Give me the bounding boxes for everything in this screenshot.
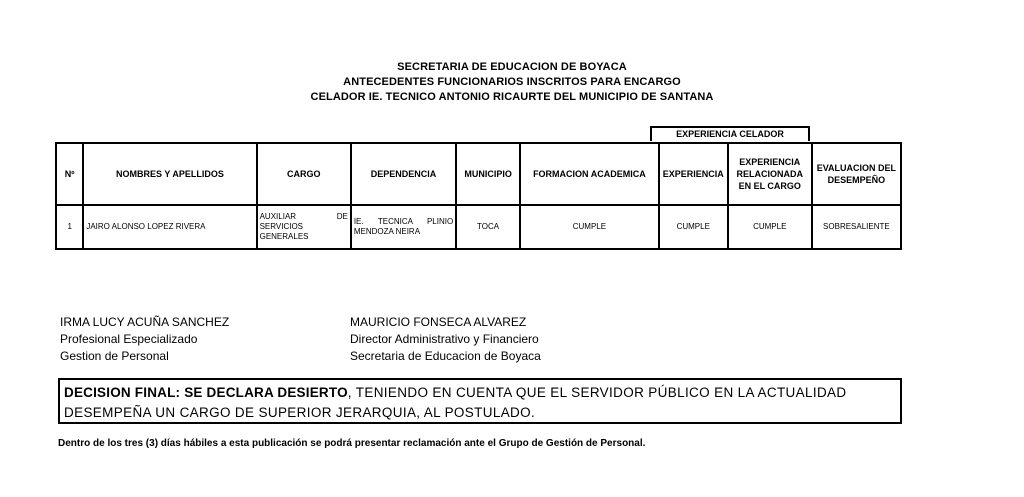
claim-notice: Dentro de los tres (3) días hábiles a esta publicación se podrá presentar reclamación ante el Grupo de Gestión de Personal. — [58, 438, 646, 449]
cell-evaluacion: SOBRESALIENTE — [812, 205, 901, 249]
cell-cargo: AUXILIAR DE SERVICIOS GENERALES — [257, 205, 351, 249]
col-header-number: Nº — [56, 143, 83, 205]
col-header-experiencia: EXPERIENCIA — [659, 143, 728, 205]
signature-right-office: Secretaria de Educacion de Boyaca — [350, 349, 541, 363]
final-decision-text: , TENIENDO EN CUENTA QUE EL SERVIDOR PÚBLICO EN LA ACTUALIDAD DESEMPEÑA UN CARGO DE SUPERIOR JERARQUIA, AL POSTULADO. — [64, 385, 847, 420]
final-decision-label: DECISION FINAL: SE DECLARA DESIERTO — [64, 385, 348, 400]
final-decision-box — [58, 378, 902, 424]
col-header-evaluacion: EVALUACION DEL DESEMPEÑO — [812, 143, 901, 205]
col-header-municipio: MUNICIPIO — [456, 143, 520, 205]
col-header-dependencia: DEPENDENCIA — [351, 143, 456, 205]
document-header — [0, 60, 1024, 105]
cell-experiencia: CUMPLE — [659, 205, 728, 249]
cell-number: 1 — [56, 205, 83, 249]
table-header-row — [56, 143, 901, 205]
experience-group-header: EXPERIENCIA CELADOR — [650, 126, 810, 141]
cell-municipio: TOCA — [456, 205, 520, 249]
cell-formacion: CUMPLE — [520, 205, 659, 249]
signature-right-title: Director Administrativo y Financiero — [350, 332, 539, 346]
table-row — [56, 205, 901, 249]
col-header-formacion: FORMACION ACADEMICA — [520, 143, 659, 205]
col-header-name: NOMBRES Y APELLIDOS — [83, 143, 256, 205]
signature-left-title: Profesional Especializado — [60, 332, 198, 346]
signature-right — [350, 314, 541, 365]
cell-experiencia-relacionada: CUMPLE — [728, 205, 812, 249]
cell-name: JAIRO ALONSO LOPEZ RIVERA — [83, 205, 256, 249]
candidates-table — [55, 142, 902, 250]
signature-left-name: IRMA LUCY ACUÑA SANCHEZ — [60, 315, 230, 329]
col-header-cargo: CARGO — [257, 143, 351, 205]
header-line-3: CELADOR IE. TECNICO ANTONIO RICAURTE DEL MUNICIPIO DE SANTANA — [310, 91, 714, 103]
header-line-2: ANTECEDENTES FUNCIONARIOS INSCRITOS PARA ENCARGO — [343, 76, 681, 88]
signature-left-office: Gestion de Personal — [60, 349, 169, 363]
header-line-1: SECRETARIA DE EDUCACION DE BOYACA — [397, 61, 627, 73]
signature-right-name: MAURICIO FONSECA ALVAREZ — [350, 315, 527, 329]
signature-left — [60, 314, 229, 365]
col-header-experiencia-relacionada: EXPERIENCIA RELACIONADA EN EL CARGO — [728, 143, 812, 205]
cell-dependencia: IE. TECNICA PLINIO MENDOZA NEIRA — [351, 205, 456, 249]
